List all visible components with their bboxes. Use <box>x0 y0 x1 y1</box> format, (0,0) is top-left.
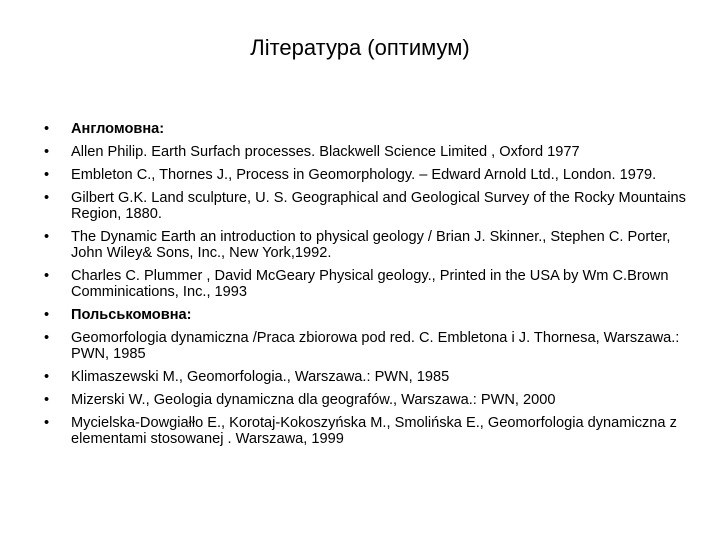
list-item-text: Mizerski W., Geologia dynamiczna dla geografów., Warszawa.: PWN, 2000 <box>71 392 556 408</box>
list-item-text: Польськомовна: <box>71 307 192 323</box>
list-item-text: Allen Philip. Earth Surfach processes. Blackwell Science Limited , Oxford 1977 <box>71 144 580 160</box>
list-item <box>44 392 694 408</box>
bullet-icon: • <box>44 369 50 385</box>
list-item <box>44 330 694 362</box>
list-item <box>44 190 694 222</box>
bullet-icon: • <box>44 330 50 346</box>
bullet-icon: • <box>44 415 50 431</box>
list-item <box>44 229 694 261</box>
list-item-text: Англомовна: <box>71 121 165 137</box>
bullet-icon: • <box>44 392 50 408</box>
list-item <box>44 144 694 160</box>
list-item-text: Embleton C., Thornes J., Process in Geomorphology. – Edward Arnold Ltd., London. 1979. <box>71 167 657 183</box>
list-item-text: Mycielska-Dowgiałło E., Korotaj-Kokoszyńska M., Smolińska E., Geomorfologia dynamiczna z elementami stosowanej . Warszawa, 1999 <box>71 415 677 447</box>
list-item <box>44 415 694 447</box>
bullet-icon: • <box>44 144 50 160</box>
bullet-icon: • <box>44 167 50 183</box>
bullet-icon: • <box>44 229 50 245</box>
list-item-section-heading <box>44 121 694 137</box>
list-item-text: The Dynamic Earth an introduction to physical geology / Brian J. Skinner., Stephen C. Porter, John Wiley& Sons, Inc., New York,1992. <box>71 229 671 261</box>
list-item <box>44 268 694 300</box>
bibliography-list <box>44 121 694 454</box>
list-item-text: Gilbert G.K. Land sculpture, U. S. Geographical and Geological Survey of the Rocky Mountains Region, 1880. <box>71 190 686 222</box>
bullet-icon: • <box>44 268 50 284</box>
bullet-icon: • <box>44 307 50 323</box>
list-item <box>44 167 694 183</box>
list-item-text: Geomorfologia dynamiczna /Praca zbiorowa pod red. C. Embletona i J. Thornesa, Warszawa.: PWN, 1985 <box>71 330 680 362</box>
list-item-text: Klimaszewski M., Geomorfologia., Warszawa.: PWN, 1985 <box>71 369 450 385</box>
bullet-icon: • <box>44 190 50 206</box>
slide-title: Література (оптимум) <box>250 35 470 60</box>
list-item <box>44 369 694 385</box>
list-item-text: Charles C. Plummer , David McGeary Physical geology., Printed in the USA by Wm C.Brown Comminications, Inc., 1993 <box>71 268 669 300</box>
bullet-icon: • <box>44 121 50 137</box>
list-item-section-heading <box>44 307 694 323</box>
